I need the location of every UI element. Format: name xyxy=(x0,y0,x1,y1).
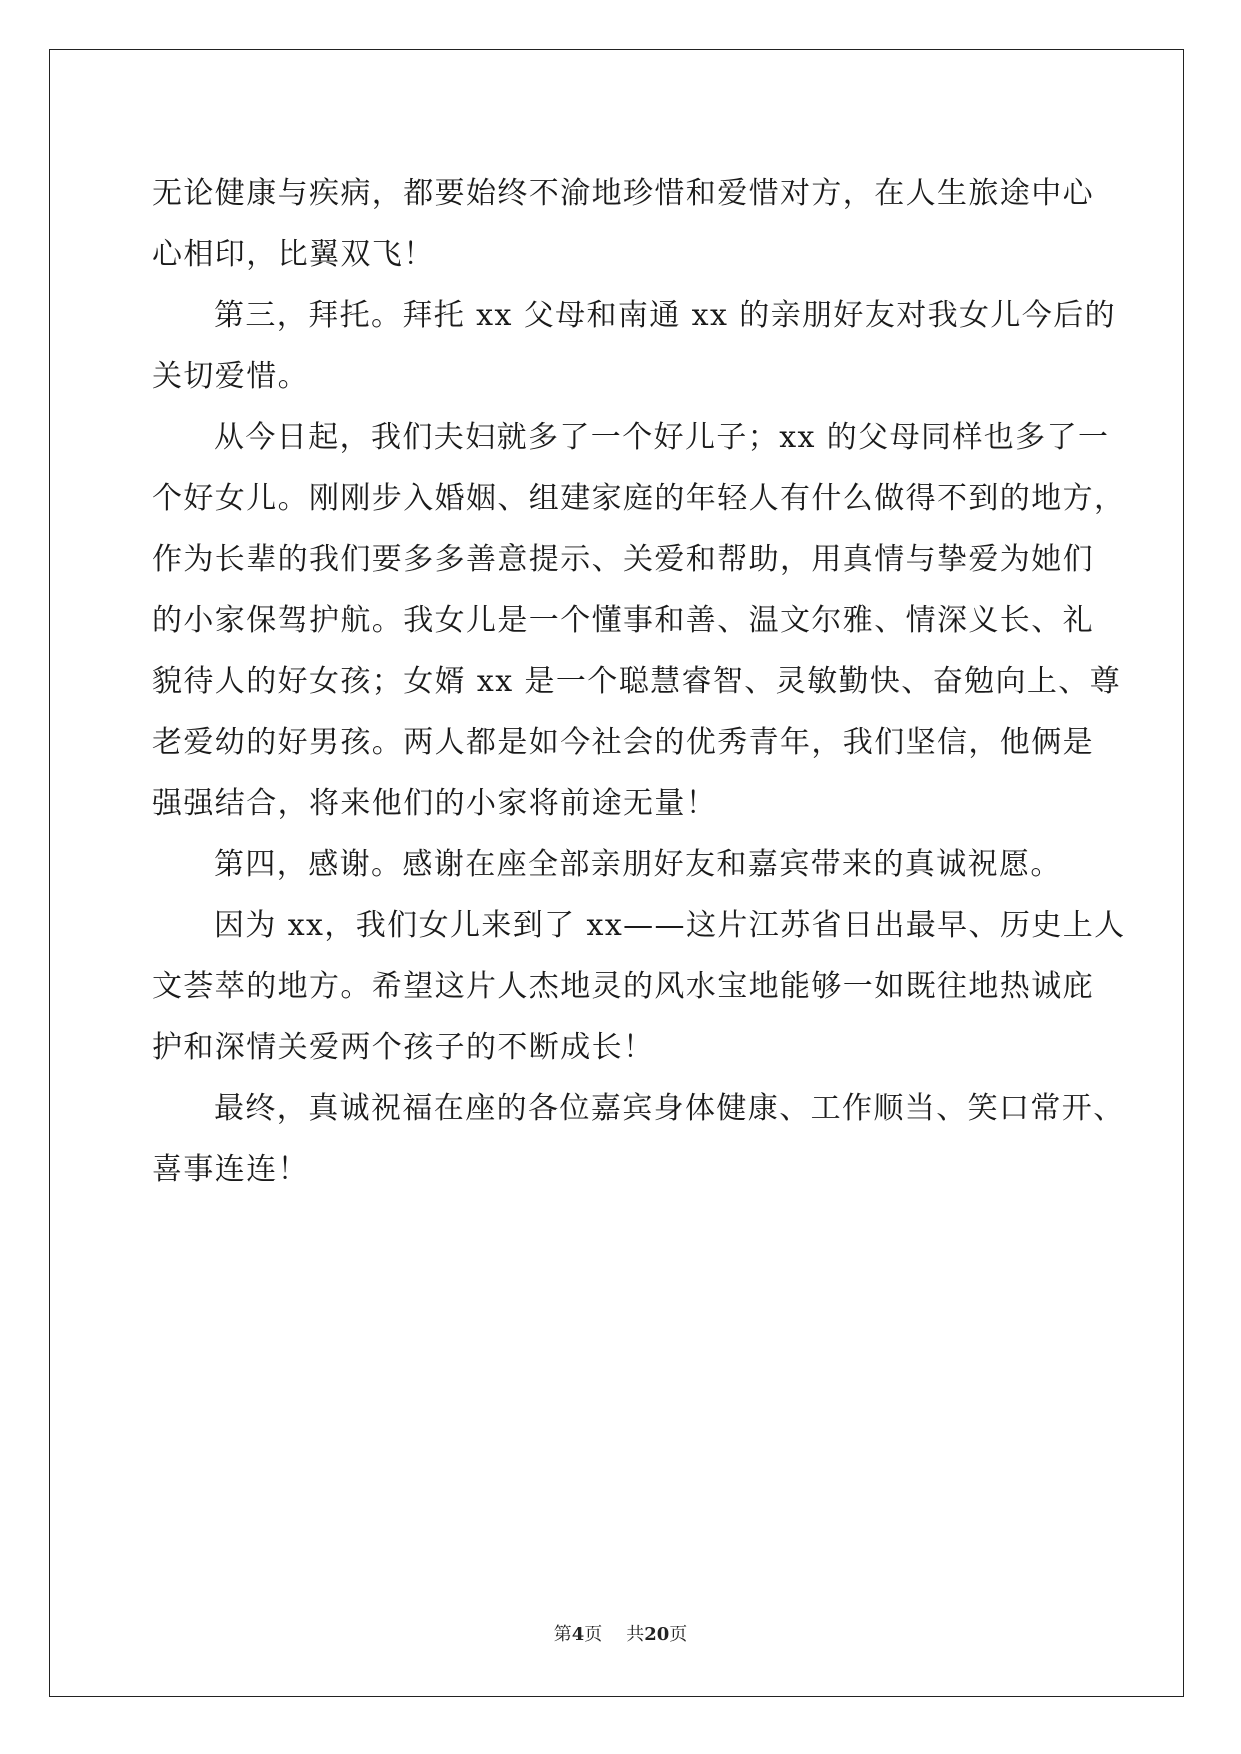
total-prefix: 共 xyxy=(626,1624,645,1645)
text-line: 老爱幼的好男孩。两人都是如今社会的优秀青年，我们坚信，他俩是 xyxy=(152,725,1094,760)
text-line: 貌待人的好女孩；女婿 xx 是一个聪慧睿智、灵敏勤快、奋勉向上、尊 xyxy=(152,664,1122,699)
page-prefix: 第 xyxy=(553,1624,572,1645)
text-line: 第四，感谢。感谢在座全部亲朋好友和嘉宾带来的真诚祝愿。 xyxy=(214,847,1062,882)
text-line: 心相印，比翼双飞！ xyxy=(152,237,435,272)
text-line: 的小家保驾护航。我女儿是一个懂事和善、温文尔雅、情深义长、礼 xyxy=(152,603,1094,638)
total-pages: 20 xyxy=(644,1624,670,1645)
text-line: 喜事连连！ xyxy=(152,1152,309,1187)
page-number: 4 xyxy=(571,1624,585,1645)
text-line: 第三，拜托。拜托 xx 父母和南通 xx 的亲朋好友对我女儿今后的 xyxy=(214,298,1117,333)
page-footer xyxy=(0,1620,1241,1646)
total-suffix: 页 xyxy=(669,1624,688,1645)
text-line: 护和深情关爱两个孩子的不断成长！ xyxy=(152,1030,655,1065)
text-line: 文荟萃的地方。希望这片人杰地灵的风水宝地能够一如既往地热诚庇 xyxy=(152,969,1094,1004)
text-line: 因为 xx，我们女儿来到了 xx——这片江苏省日出最早、历史上人 xyxy=(214,908,1126,943)
text-line: 从今日起，我们夫妇就多了一个好儿子；xx 的父母同样也多了一 xyxy=(214,420,1110,455)
text-line: 关切爱惜。 xyxy=(152,359,309,394)
text-line: 最终，真诚祝福在座的各位嘉宾身体健康、工作顺当、笑口常开、 xyxy=(214,1091,1125,1126)
text-line: 强强结合，将来他们的小家将前途无量！ xyxy=(152,786,718,821)
document-body xyxy=(152,163,1126,1200)
text-line: 无论健康与疾病，都要始终不渝地珍惜和爱惜对方，在人生旅途中心 xyxy=(152,176,1094,211)
text-line: 作为长辈的我们要多多善意提示、关爱和帮助，用真情与挚爱为她们 xyxy=(152,542,1094,577)
text-line: 个好女儿。刚刚步入婚姻、组建家庭的年轻人有什么做得不到的地方， xyxy=(152,481,1126,516)
page-suffix: 页 xyxy=(584,1624,603,1645)
